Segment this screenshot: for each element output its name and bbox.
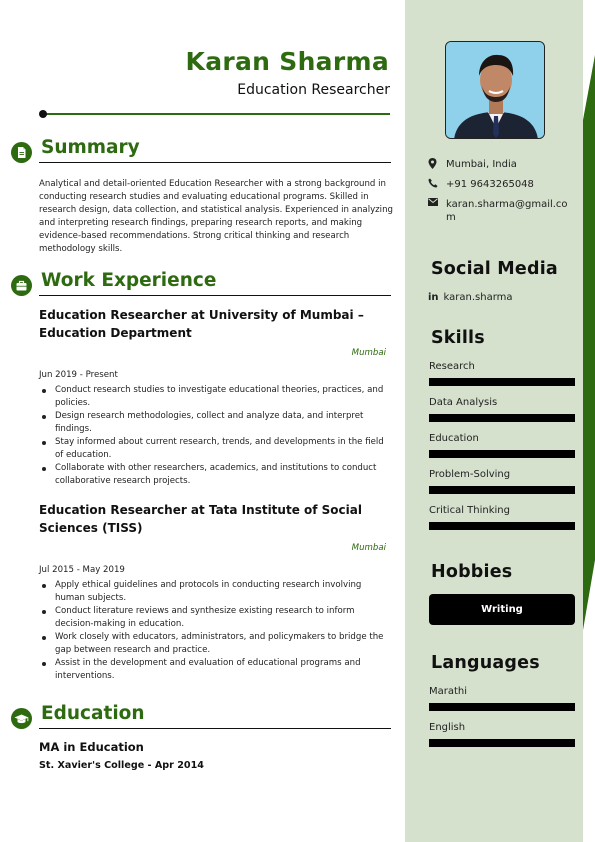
language-bar — [429, 703, 575, 711]
skill-bar — [429, 522, 575, 530]
education-degree: MA in Education — [39, 740, 144, 754]
briefcase-icon — [11, 275, 32, 296]
sidebar-accent-stripe — [583, 0, 595, 842]
list-item: Work closely with educators, administrators, and policymakers to bridge the gap between research and practice. — [39, 631, 389, 657]
work-experience-divider — [39, 295, 391, 296]
job-dates: Jun 2019 - Present — [39, 370, 118, 380]
language-label: Marathi — [429, 686, 468, 697]
phone-text: +91 9643265048 — [446, 179, 534, 190]
job-dates: Jul 2015 - May 2019 — [39, 565, 125, 575]
skill-bar — [429, 450, 575, 458]
title-divider — [42, 113, 390, 115]
phone-icon — [428, 178, 440, 193]
profile-photo — [445, 41, 545, 139]
candidate-name: Karan Sharma — [185, 47, 389, 76]
skills-heading: Skills — [431, 328, 485, 348]
social-media-heading: Social Media — [431, 259, 558, 279]
job-responsibilities — [39, 384, 389, 488]
skill-label: Problem-Solving — [429, 469, 511, 480]
skill-bar — [429, 486, 575, 494]
education-heading: Education — [41, 703, 145, 724]
education-divider — [39, 728, 391, 729]
skill-label: Education — [429, 433, 479, 444]
job-title: Education Researcher at Tata Institute of Social Sciences (TISS) — [39, 503, 362, 535]
job-responsibilities — [39, 579, 389, 683]
skill-bar — [429, 378, 575, 386]
document-icon — [11, 142, 32, 163]
skill-label: Critical Thinking — [429, 505, 510, 516]
skill-bar — [429, 414, 575, 422]
list-item: Collaborate with other researchers, academics, and institutions to conduct collaborative research projects. — [39, 462, 389, 488]
job-location: Mumbai — [351, 543, 386, 553]
language-bar — [429, 739, 575, 747]
language-label: English — [429, 722, 466, 733]
graduation-cap-icon — [11, 708, 32, 729]
skill-label: Data Analysis — [429, 397, 498, 408]
hobbies-heading: Hobbies — [431, 562, 513, 582]
job-title: Education Researcher at University of Mumbai – Education Department — [39, 308, 364, 340]
education-school: St. Xavier's College - Apr 2014 — [39, 760, 204, 771]
list-item: Conduct research studies to investigate educational theories, practices, and policies. — [39, 384, 389, 410]
list-item: Assist in the development and evaluation of educational programs and interventions. — [39, 657, 389, 683]
candidate-title: Education Researcher — [237, 82, 390, 98]
job-location: Mumbai — [351, 348, 386, 358]
languages-heading: Languages — [431, 653, 540, 673]
summary-heading: Summary — [41, 137, 140, 158]
linkedin-handle: karan.sharma — [443, 292, 513, 303]
list-item: Conduct literature reviews and synthesize existing research to inform decision-making in education. — [39, 605, 389, 631]
linkedin-entry[interactable] — [428, 292, 513, 303]
map-pin-icon — [428, 158, 440, 174]
list-item: Stay informed about current research, trends, and developments in the field of education. — [39, 436, 389, 462]
summary-divider — [39, 162, 391, 163]
email-link[interactable]: karan.sharma@gmail.com — [446, 199, 568, 223]
list-item: Apply ethical guidelines and protocols in conducting research involving human subjects. — [39, 579, 389, 605]
envelope-icon — [428, 198, 440, 211]
work-experience-heading: Work Experience — [41, 270, 217, 291]
summary-text: Analytical and detail-oriented Education Researcher with a strong background in conducting research studies and evaluating educational programs. Skilled in research design, data collection, and statistical analysis. Experienced in analyzing and interpreting research findings, preparing research reports, and making evidence-based recommendations. Strong critical thinking and research methodology skills. — [39, 179, 393, 254]
hobby-badge: Writing — [429, 594, 575, 625]
location-text: Mumbai, India — [446, 159, 517, 170]
linkedin-icon: in — [428, 292, 439, 303]
title-divider-dot — [39, 110, 47, 118]
list-item: Design research methodologies, collect and analyze data, and interpret findings. — [39, 410, 389, 436]
skill-label: Research — [429, 361, 475, 372]
